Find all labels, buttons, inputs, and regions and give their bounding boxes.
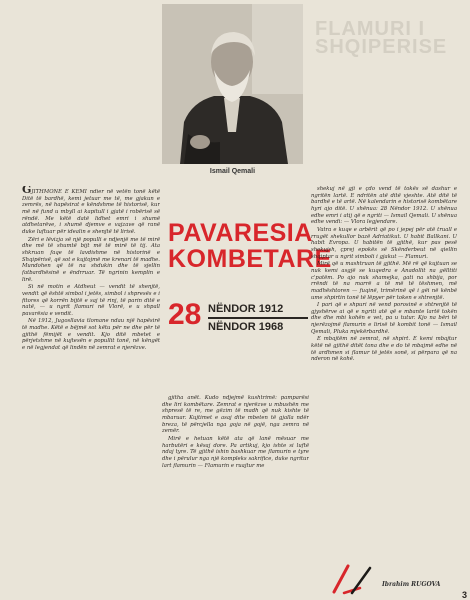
portrait-image	[162, 4, 303, 164]
paragraph: shekuj në gji e çdo vend të tokës së dashur e ngritën lartë. E ndritën atë ditë vjeshte. Atë ditë të bardhë e të artë. Në kalendarin e historisë kombëtare hyri ajo ditë. U shënua: 28 Nëndor 1912. U shënua edhe emri i atij që e ngriti — Ismail Qemali. U shënua edhe vendi: — Vlora legjendare.	[311, 186, 457, 226]
date-block	[168, 300, 310, 358]
article-column-right	[311, 186, 457, 556]
paragraph: JITHMONE E KEMI ndier në vetën tonë këtë Ditë të bardhë, kemi jetuar me të, me gjakun e zemrës, në hapësirat e këndshme të historisë, kur më në fund u mbyll ai kapitull i gjatë i robërisë së rëndë. Me këtë datë lidhet emri i shumë atdhetarëve, i shumë djemve e vajzave që ranë duke luftuar për idealin e shenjtë të lirisë.	[22, 189, 160, 235]
date-divider	[208, 317, 308, 319]
paragraph: I pari që e shpuri në vend porosinë e shtrenjtë të gjyshërve ai që e ngriti atë që e mbante lartë tokën dhe dhe mbi kohën e vet, pa u tutur. Kjo na bëri të njerëzojmë flamurin e lirisë të kombit tonë — Ismail Qemali, Pluka mjekërbardhë.	[311, 302, 457, 335]
paragraph: Në 1912, Jugosllavia tlomane ndau një hapësirë të madhe. Këtë e bëjmë sot këtu për ne dhe për të gjithë fëmijët e vendit. Kjo ditë mbetet e përjetshme në kujtesën e popullit tonë, në këngët e në legjendat që lindën në zemrat e njerëzve.	[22, 318, 160, 352]
page-number: 3	[462, 590, 468, 600]
paragraph: Mirë e hetuan këtë ata që lanë mësuar me harbutëri e kësaj dore. Pa artikuj, kjo ishte si luftë ndaj tyre. Të gjithë ishin bashkuar me flamurin e tyre dhe i përulur nga një kompleks sakrifice, duke ngritur lart flamurin — Flamurin e ruajtur me	[162, 435, 309, 469]
date-line-2: NËNDOR 1968	[208, 321, 284, 333]
paragraph: E mbajtëm në zemrat, në shpirt. E kemi mbajtur këtë në gjithë ditët tona dhe e do të mbajmë edhe në të ardhmen si flamur të jetës sonë, si përpara që na nderon në kohë.	[311, 336, 457, 363]
drop-cap: G	[22, 186, 32, 196]
date-day: 28	[168, 298, 202, 331]
paragraph: Vatra e kuqe e arbërit që po i jepej për atë truall e rrugët shekullor bazë Adriatikut. U habit Ballkani. U habit Evropa. U habitën të gjithë, kur pas pesë shekujsh, çprej epokës së Skënderbeut në qiellin shqiptar u ngrit simboli i gjakut — Flamuri.	[311, 226, 457, 260]
paragraph: Si në motin e Atdheut — vendit të shenjtë, vendit që është simbol i jetës, simbol i shpresës e i fitores që korrën bijtë e saj të rinj, të parin ditë e natë, — u ngrit flamuri në Vlorë, e u shpall pavarësia e vendit.	[22, 284, 160, 317]
paragraph: Mirë që u mashtruan të gjithë. Më rë që kujtuan se nuk kemi asgjë se kuqedra e Anadollit na gëlltiti c'patëm. Po ajo nuk shamejka, gati na shbija, por rrëndi të na marrë a të më të tëshmen, më madhështoren — fuqinë, trimërinë që i gëi në kënbë ume shpirtin tonë të lëpyer për token e shtrenjtë.	[311, 261, 457, 301]
author-signature: Ibrahim RUGOVA	[382, 581, 441, 588]
pen-marks	[330, 562, 390, 596]
date-line-1: NËNDOR 1912	[208, 303, 284, 315]
headline-line-2: KOMBETARE	[168, 245, 332, 273]
headline-line-1: PAVARESIA	[168, 219, 313, 247]
article-column-middle	[162, 395, 309, 590]
portrait-photo	[162, 4, 303, 164]
photo-caption: Ismail Qemali	[209, 168, 256, 175]
article-column-left	[22, 186, 160, 586]
headline	[168, 219, 332, 273]
paragraph: gjitha anët. Kudo ndjejmë kushtrimë: pamparësi dhe liri kombëtare. Zemrat e njerëzve u mbushën me shpresë të re, me gëzim të madh që nuk kishte të mbaruar. Kujtimet e asaj dite mbeten të gjalla ndër breza, të përcjella nga goja në gojë, nga zemra në zemër.	[162, 395, 309, 435]
show-through-text: FLAMURI I SHQIPERISE	[315, 18, 448, 58]
paragraph: Zëri e lëvizja së një populli e ndjenjë me të mirë dhe më të shumtë bijt më të mirë të tij. Ata shkruan faqe të lavdishme në historinë e Shqipërisë, që sot e kujtojmë me krenari të madhe. Mundohen që të na shdukin dhe të sjellin fatbardhësinë e ëndrruar. Të ngrinin kemplin e lirë.	[22, 236, 160, 283]
